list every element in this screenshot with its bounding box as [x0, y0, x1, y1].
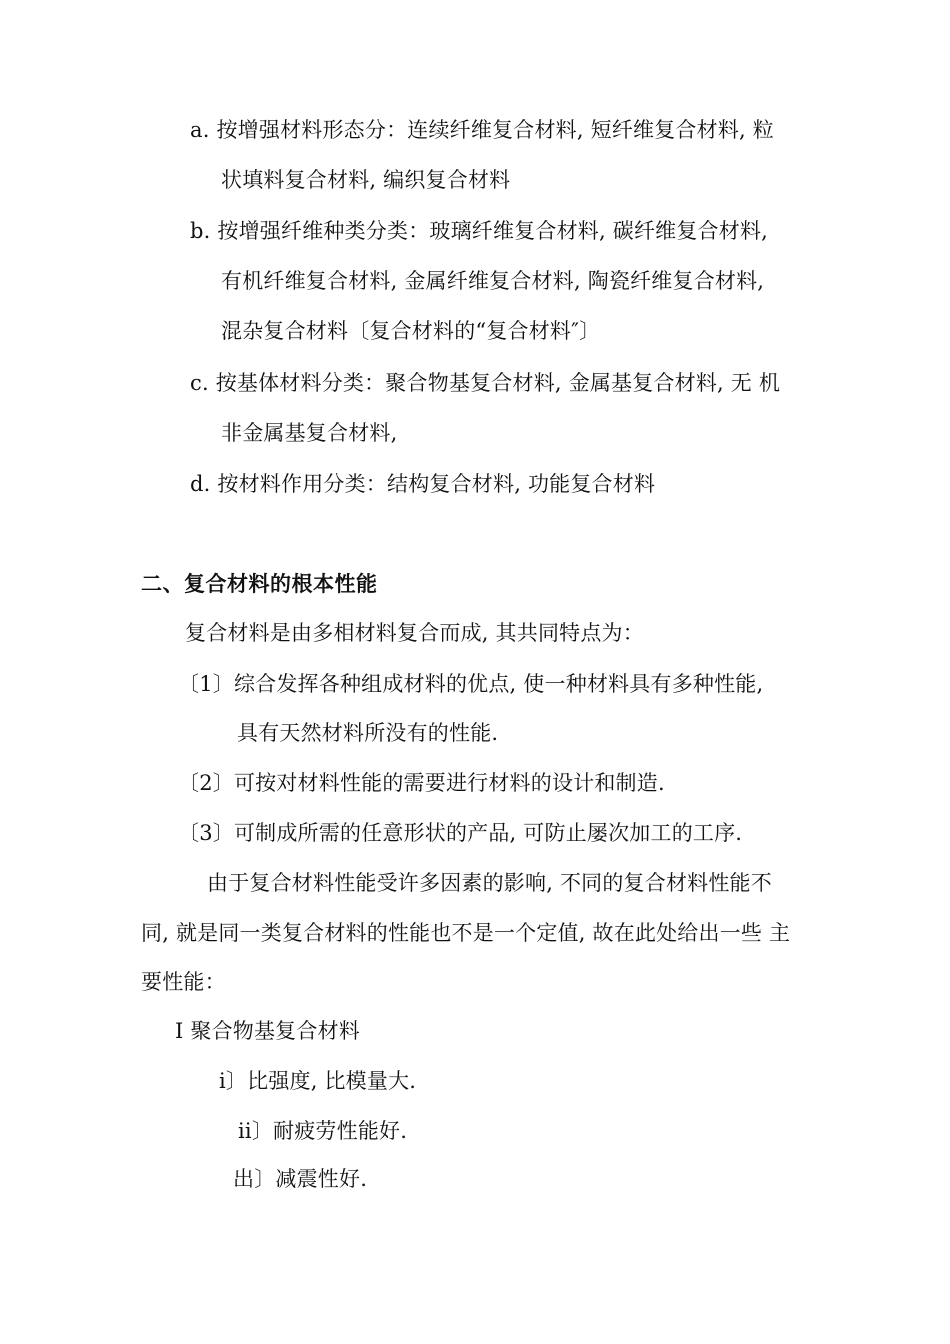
- classification-b-line1: b. 按增强纤维种类分类：玻璃纤维复合材料, 碳纤维复合材料,: [190, 219, 769, 243]
- classification-a-line1: a. 按增强材料形态分：连续纤维复合材料, 短纤维复合材料, 粒: [190, 118, 774, 142]
- body-paragraph-line3: 要性能：: [141, 970, 226, 994]
- classification-c-line2: 非金属基复合材料,: [221, 421, 398, 445]
- feature-item-2: 〔2〕可按对材料性能的需要进行材料的设计和制造.: [178, 771, 665, 795]
- classification-b-line2: 有机纤维复合材料, 金属纤维复合材料, 陶瓷纤维复合材料,: [221, 269, 765, 293]
- classification-b-line3: 混杂复合材料〔复合材料的“复合材料″〕: [221, 319, 601, 343]
- subsection-heading: I 聚合物基复合材料: [175, 1019, 360, 1043]
- section-heading: 二、复合材料的根本性能: [141, 571, 378, 596]
- feature-item-3: 〔3〕可制成所需的任意形状的产品, 可防止屡次加工的工序.: [178, 821, 743, 845]
- classification-c-line1: c. 按基体材料分类：聚合物基复合材料, 金属基复合材料, 无 机: [190, 371, 781, 395]
- body-paragraph-line2: 同, 就是同一类复合材料的性能也不是一个定值, 故在此处给出一些 主: [141, 921, 791, 945]
- body-paragraph-line1: 由于复合材料性能受许多因素的影响, 不同的复合材料性能不: [207, 871, 772, 895]
- subsection-item-iii: 出〕减震性好.: [233, 1167, 368, 1191]
- section-intro: 复合材料是由多相材料复合而成, 其共同特点为：: [185, 621, 644, 645]
- classification-a-line2: 状填料复合材料, 编织复合材料: [221, 168, 511, 192]
- subsection-item-ii: ii〕耐疲劳性能好.: [238, 1119, 408, 1143]
- feature-item-1-line2: 具有天然材料所没有的性能.: [237, 721, 499, 745]
- classification-d-line1: d. 按材料作用分类：结构复合材料, 功能复合材料: [190, 472, 656, 496]
- subsection-item-i: i〕比强度, 比模量大.: [219, 1069, 417, 1093]
- feature-item-1-line1: 〔1〕综合发挥各种组成材料的优点, 使一种材料具有多种性能,: [178, 672, 764, 696]
